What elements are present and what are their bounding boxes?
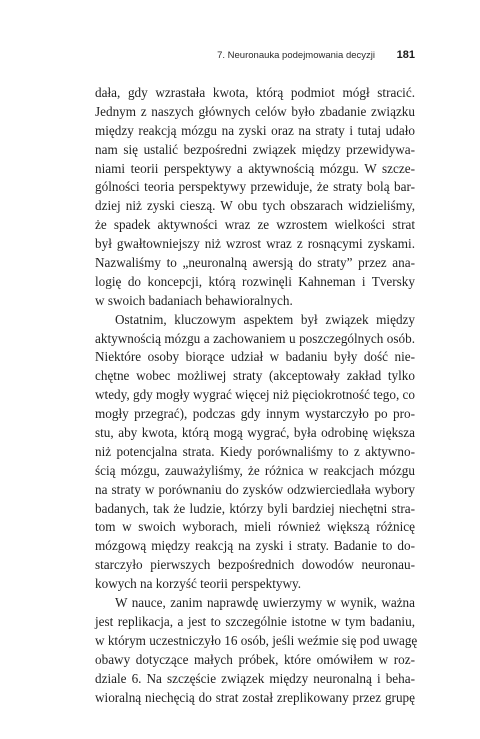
text-line: stu, aby kwota, którą mogą wygrać, była odrobinę większa [95, 425, 415, 441]
text-line: badanych, tak że ludzie, którzy byli bardziej niechętni stra- [95, 500, 415, 516]
page-number: 181 [396, 49, 415, 61]
text-line: mogły przegrać), podczas gdy innym wystarczyło po pro- [95, 406, 415, 422]
text-line: W nauce, zanim naprawdę uwierzymy w wynik, ważna [115, 595, 415, 611]
text-line: chętne wobec możliwej straty (akceptowały zakład tylko [95, 368, 415, 384]
text-line: w swoich badaniach behawioralnych. [95, 292, 293, 308]
text-line: jest replikacja, a jest to szczególnie istotne w tym badaniu, [95, 613, 415, 629]
running-head [95, 50, 415, 64]
text-line: dziale 6. Na szczęście związek między neuronalną i beha- [95, 670, 415, 686]
text-line: niż potencjalna strata. Kiedy porównaliśmy to z aktywno- [95, 443, 415, 459]
text-line: Niektóre osoby biorące udział w badaniu były dość nie- [95, 349, 415, 365]
text-line: ścią mózgu, zauważyliśmy, że różnica w reakcjach mózgu [95, 462, 415, 478]
text-line: mózgową między reakcją na zyski i straty. Badanie to do- [95, 538, 415, 554]
chapter-title: 7. Neuronauka podejmowania decyzji [217, 50, 375, 61]
body-text [95, 84, 418, 707]
text-line: kowych na korzyść teorii perspektywy. [95, 576, 302, 592]
paragraph-2 [95, 311, 415, 594]
text-line: starczyło pierwszych bezpośrednich dowodów neuronau- [95, 557, 415, 573]
text-line: między reakcją mózgu na zyski oraz na straty i tutaj udało [95, 122, 415, 138]
text-line: Jednym z naszych głównych celów było zbadanie związku [95, 103, 415, 119]
text-line: był gwałtowniejszy niż wzrost wraz z rosnącymi zyskami. [95, 236, 415, 252]
text-line: dała, gdy wzrastała kwota, którą podmiot mógł stracić. [95, 85, 415, 100]
paragraph-3 [95, 594, 418, 707]
text-line: że spadek aktywności wraz ze wzrostem wielkości strat [95, 217, 415, 233]
text-line: wtedy, gdy mogły wygrać więcej niż pięciokrotność tego, co [95, 387, 415, 403]
text-line: nam się ustalić bezpośredni związek między przewidywa- [95, 141, 415, 157]
text-line: niami teorii perspektywy a aktywnością mózgu. W szcze- [95, 160, 415, 176]
text-line: tom w swoich wyborach, mieli również większą różnicę [95, 519, 415, 535]
text-line: gólności teoria perspektywy przewiduje, że straty bolą bar- [95, 179, 415, 195]
text-line: Nazwaliśmy to „neuronalną awersją do straty” przez ana- [95, 255, 415, 271]
text-line: wioralną niechęcią do strat został zreplikowany przez grupę [95, 689, 415, 705]
text-line: w którym uczestniczyło 16 osób, jeśli weźmie się pod uwagę [95, 632, 418, 648]
text-line: Ostatnim, kluczowym aspektem był związek między [115, 311, 415, 327]
text-line: na straty w porównaniu do zysków odzwierciedlała wybory [95, 481, 415, 497]
paragraph-1 [95, 84, 415, 311]
text-line: obawy dotyczące małych próbek, które omówiłem w roz- [95, 651, 415, 667]
text-line: aktywnością mózgu a zachowaniem u poszczególnych osób. [95, 330, 415, 346]
text-line: logię do koncepcji, którą rozwinęli Kahneman i Tversky [95, 273, 415, 289]
text-line: dziej niż zyski cieszą. W obu tych obszarach widzieliśmy, [95, 198, 415, 214]
